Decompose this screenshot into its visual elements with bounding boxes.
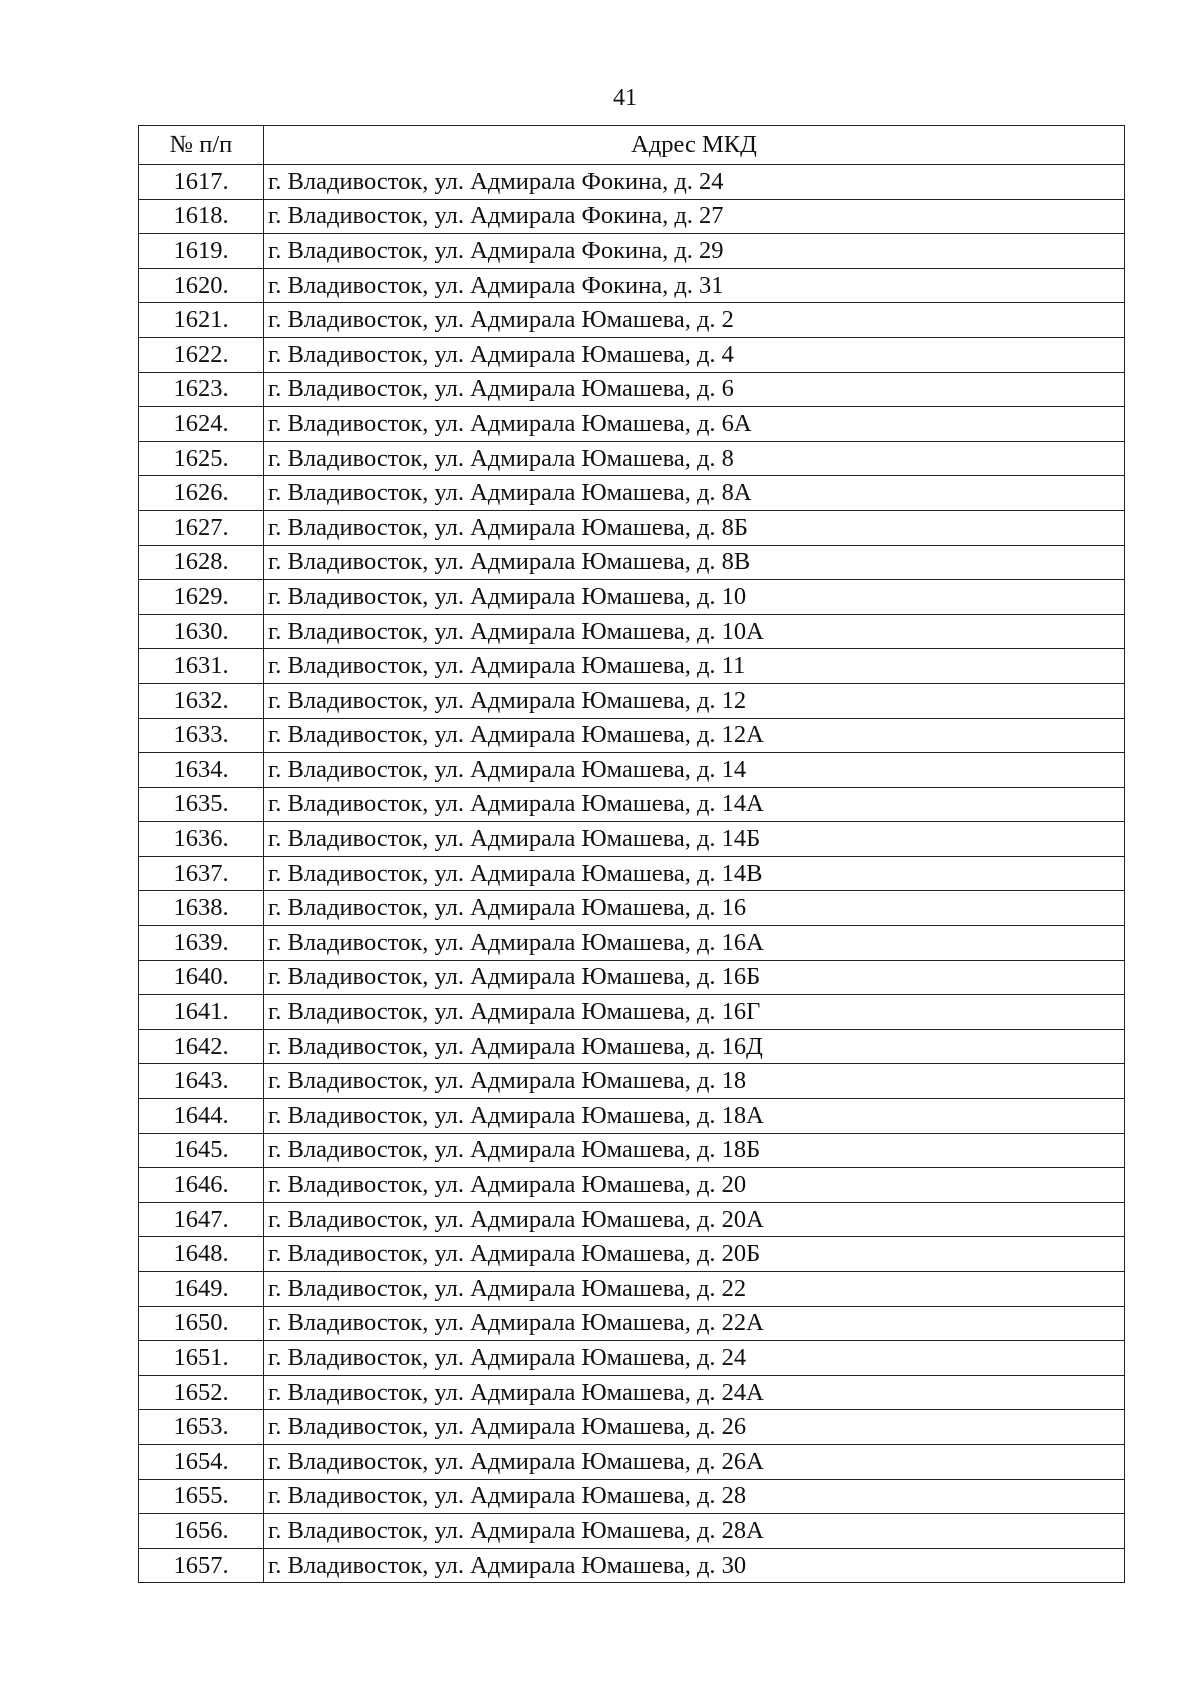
row-number: 1652. — [139, 1375, 264, 1410]
table-row — [139, 822, 1125, 857]
header-number: № п/п — [139, 126, 264, 165]
row-address: г. Владивосток, ул. Адмирала Юмашева, д. 11 — [264, 649, 1125, 684]
table-row — [139, 441, 1125, 476]
table-row — [139, 510, 1125, 545]
table-row — [139, 891, 1125, 926]
table-row — [139, 926, 1125, 961]
row-address: г. Владивосток, ул. Адмирала Юмашева, д. 6А — [264, 407, 1125, 442]
table-row — [139, 718, 1125, 753]
table-row — [139, 614, 1125, 649]
row-address: г. Владивосток, ул. Адмирала Юмашева, д. 16Б — [264, 960, 1125, 995]
table-row — [139, 545, 1125, 580]
row-address: г. Владивосток, ул. Адмирала Фокина, д. 31 — [264, 268, 1125, 303]
row-address: г. Владивосток, ул. Адмирала Фокина, д. 24 — [264, 165, 1125, 200]
row-address: г. Владивосток, ул. Адмирала Юмашева, д. 12А — [264, 718, 1125, 753]
row-address: г. Владивосток, ул. Адмирала Юмашева, д. 14В — [264, 856, 1125, 891]
table-row — [139, 1410, 1125, 1445]
row-address: г. Владивосток, ул. Адмирала Юмашева, д. 20Б — [264, 1237, 1125, 1272]
row-number: 1617. — [139, 165, 264, 200]
row-address: г. Владивосток, ул. Адмирала Юмашева, д. 26 — [264, 1410, 1125, 1445]
row-address: г. Владивосток, ул. Адмирала Юмашева, д. 6 — [264, 372, 1125, 407]
row-number: 1623. — [139, 372, 264, 407]
row-number: 1656. — [139, 1514, 264, 1549]
row-number: 1647. — [139, 1202, 264, 1237]
row-address: г. Владивосток, ул. Адмирала Юмашева, д. 12 — [264, 683, 1125, 718]
table-row — [139, 1514, 1125, 1549]
table-row — [139, 1029, 1125, 1064]
row-number: 1650. — [139, 1306, 264, 1341]
row-number: 1641. — [139, 995, 264, 1030]
row-number: 1639. — [139, 926, 264, 961]
table-row — [139, 1202, 1125, 1237]
row-number: 1634. — [139, 753, 264, 788]
table-row — [139, 199, 1125, 234]
table-row — [139, 165, 1125, 200]
row-number: 1626. — [139, 476, 264, 511]
row-address: г. Владивосток, ул. Адмирала Юмашева, д. 10А — [264, 614, 1125, 649]
row-number: 1633. — [139, 718, 264, 753]
row-address: г. Владивосток, ул. Адмирала Юмашева, д. 8 — [264, 441, 1125, 476]
table-row — [139, 787, 1125, 822]
row-address: г. Владивосток, ул. Адмирала Юмашева, д. 14Б — [264, 822, 1125, 857]
row-number: 1644. — [139, 1099, 264, 1134]
row-address: г. Владивосток, ул. Адмирала Юмашева, д. 8Б — [264, 510, 1125, 545]
row-address: г. Владивосток, ул. Адмирала Фокина, д. 29 — [264, 234, 1125, 269]
row-number: 1630. — [139, 614, 264, 649]
row-number: 1621. — [139, 303, 264, 338]
row-address: г. Владивосток, ул. Адмирала Юмашева, д. 30 — [264, 1548, 1125, 1583]
row-address: г. Владивосток, ул. Адмирала Юмашева, д. 24 — [264, 1341, 1125, 1376]
row-number: 1648. — [139, 1237, 264, 1272]
table-row — [139, 1341, 1125, 1376]
row-number: 1632. — [139, 683, 264, 718]
table-row — [139, 649, 1125, 684]
row-address: г. Владивосток, ул. Адмирала Юмашева, д. 22А — [264, 1306, 1125, 1341]
table-row — [139, 1548, 1125, 1583]
table-row — [139, 683, 1125, 718]
row-number: 1655. — [139, 1479, 264, 1514]
row-number: 1635. — [139, 787, 264, 822]
row-address: г. Владивосток, ул. Адмирала Юмашева, д. 26А — [264, 1444, 1125, 1479]
row-number: 1645. — [139, 1133, 264, 1168]
table-row — [139, 372, 1125, 407]
row-number: 1638. — [139, 891, 264, 926]
row-number: 1622. — [139, 337, 264, 372]
row-address: г. Владивосток, ул. Адмирала Юмашева, д. 20 — [264, 1168, 1125, 1203]
row-address: г. Владивосток, ул. Адмирала Юмашева, д. 22 — [264, 1272, 1125, 1307]
row-address: г. Владивосток, ул. Адмирала Юмашева, д. 24А — [264, 1375, 1125, 1410]
row-number: 1646. — [139, 1168, 264, 1203]
row-number: 1637. — [139, 856, 264, 891]
table-row — [139, 1479, 1125, 1514]
row-address: г. Владивосток, ул. Адмирала Юмашева, д. 20А — [264, 1202, 1125, 1237]
table-row — [139, 1064, 1125, 1099]
header-address: Адрес МКД — [264, 126, 1125, 165]
table-row — [139, 1168, 1125, 1203]
row-number: 1625. — [139, 441, 264, 476]
row-number: 1629. — [139, 580, 264, 615]
row-address: г. Владивосток, ул. Адмирала Юмашева, д. 16 — [264, 891, 1125, 926]
row-address: г. Владивосток, ул. Адмирала Юмашева, д. 16Г — [264, 995, 1125, 1030]
page-number: 41 — [613, 85, 637, 111]
row-number: 1636. — [139, 822, 264, 857]
table-row — [139, 1444, 1125, 1479]
row-address: г. Владивосток, ул. Адмирала Юмашева, д. 28 — [264, 1479, 1125, 1514]
row-address: г. Владивосток, ул. Адмирала Юмашева, д. 14 — [264, 753, 1125, 788]
row-number: 1619. — [139, 234, 264, 269]
row-number: 1627. — [139, 510, 264, 545]
row-address: г. Владивосток, ул. Адмирала Юмашева, д. 28А — [264, 1514, 1125, 1549]
address-table — [138, 125, 1125, 1583]
row-address: г. Владивосток, ул. Адмирала Юмашева, д. 18Б — [264, 1133, 1125, 1168]
table-row — [139, 1133, 1125, 1168]
table-row — [139, 580, 1125, 615]
row-address: г. Владивосток, ул. Адмирала Юмашева, д. 8В — [264, 545, 1125, 580]
table-row — [139, 268, 1125, 303]
row-number: 1654. — [139, 1444, 264, 1479]
row-address: г. Владивосток, ул. Адмирала Юмашева, д. 16Д — [264, 1029, 1125, 1064]
row-number: 1657. — [139, 1548, 264, 1583]
row-number: 1631. — [139, 649, 264, 684]
row-address: г. Владивосток, ул. Адмирала Юмашева, д. 10 — [264, 580, 1125, 615]
table-row — [139, 303, 1125, 338]
row-number: 1618. — [139, 199, 264, 234]
table-header-row — [139, 126, 1125, 165]
table-row — [139, 960, 1125, 995]
row-number: 1640. — [139, 960, 264, 995]
row-address: г. Владивосток, ул. Адмирала Юмашева, д. 14А — [264, 787, 1125, 822]
table-row — [139, 476, 1125, 511]
row-address: г. Владивосток, ул. Адмирала Юмашева, д. 18 — [264, 1064, 1125, 1099]
row-number: 1649. — [139, 1272, 264, 1307]
table-body — [139, 165, 1125, 1583]
row-address: г. Владивосток, ул. Адмирала Юмашева, д. 4 — [264, 337, 1125, 372]
table-row — [139, 1306, 1125, 1341]
row-address: г. Владивосток, ул. Адмирала Юмашева, д. 16А — [264, 926, 1125, 961]
table-row — [139, 234, 1125, 269]
row-number: 1620. — [139, 268, 264, 303]
table-row — [139, 1099, 1125, 1134]
table-row — [139, 995, 1125, 1030]
row-number: 1624. — [139, 407, 264, 442]
row-address: г. Владивосток, ул. Адмирала Юмашева, д. 8А — [264, 476, 1125, 511]
row-number: 1628. — [139, 545, 264, 580]
table-row — [139, 407, 1125, 442]
table-row — [139, 856, 1125, 891]
table-row — [139, 1272, 1125, 1307]
row-address: г. Владивосток, ул. Адмирала Юмашева, д. 2 — [264, 303, 1125, 338]
row-number: 1653. — [139, 1410, 264, 1445]
table-row — [139, 1237, 1125, 1272]
row-address: г. Владивосток, ул. Адмирала Юмашева, д. 18А — [264, 1099, 1125, 1134]
table-row — [139, 337, 1125, 372]
table-row — [139, 1375, 1125, 1410]
row-address: г. Владивосток, ул. Адмирала Фокина, д. 27 — [264, 199, 1125, 234]
table-row — [139, 753, 1125, 788]
row-number: 1643. — [139, 1064, 264, 1099]
row-number: 1642. — [139, 1029, 264, 1064]
row-number: 1651. — [139, 1341, 264, 1376]
